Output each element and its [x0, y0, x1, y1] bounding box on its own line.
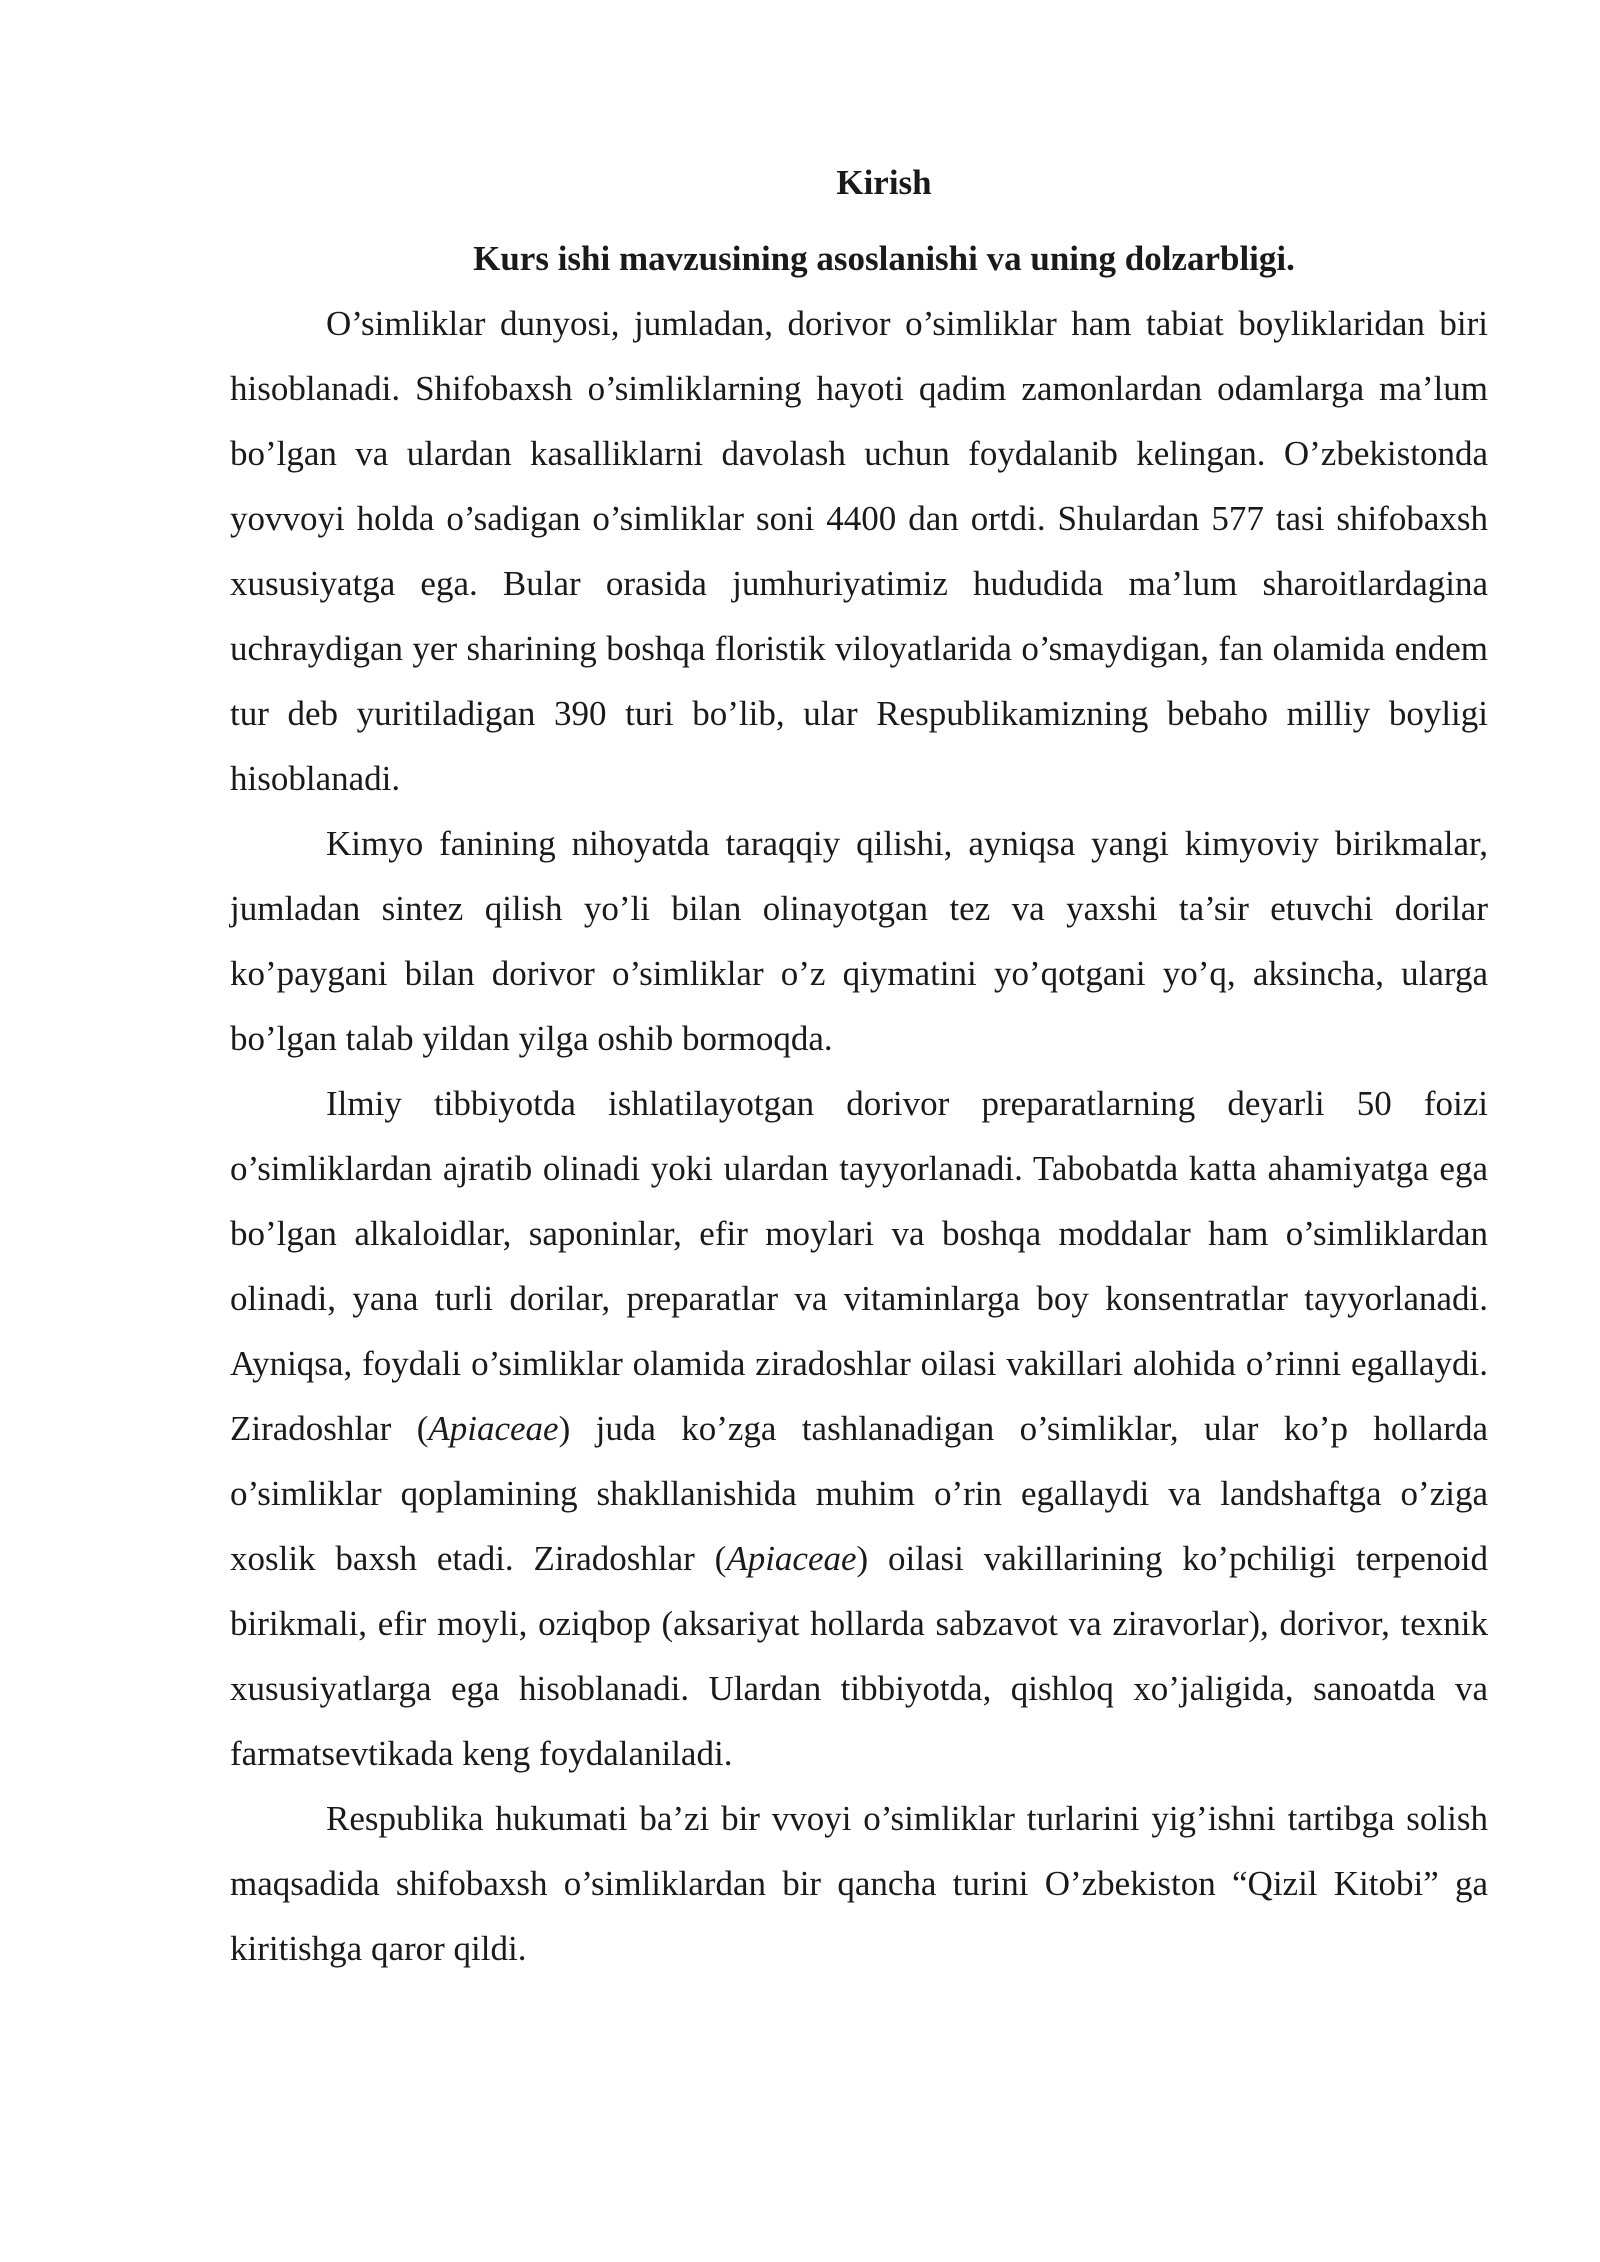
- document-title: Kirish: [836, 163, 932, 202]
- taxon-name-italic: Apiaceae: [726, 1539, 857, 1578]
- paragraph-1: O’simliklar dunyosi, jumladan, dorivor o’simliklar ham tabiat boyliklaridan biri hisoblanadi. Shifobaxsh o’simliklarning hayoti qadim zamonlardan odamlarga ma’lum bo’lgan va ulardan kasalliklarni davolash uchun foydalanib kelingan. O’zbekistonda yovvoyi holda o’sadigan o’simliklar soni 4400 dan ortdi. Shulardan 577 tasi shifobaxsh xususiyatga ega. Bular orasida jumhuriyatimiz hududida ma’lum sharoitlardagina uchraydigan yer sharining boshqa floristik viloyatlarida o’smaydigan, fan olamida endem tur deb yuritiladigan 390 turi bo’lib, ular Respublikamizning bebaho milliy boyligi hisoblanadi.: [230, 304, 1488, 798]
- document-subtitle: Kurs ishi mavzusining asoslanishi va uning dolzarbligi.: [473, 239, 1295, 278]
- paragraph-3-text-a: Ilmiy tibbiyotda ishlatilayotgan dorivor preparatlarning deyarli 50 foizi o’simliklardan ajratib olinadi yoki ulardan tayyorlanadi. Tabobatda katta ahamiyatga ega bo’lgan alkaloidlar, saponinlar, efir moylari va boshqa moddalar ham o’simliklardan olinadi, yana turli dorilar, preparatlar va vitaminlarga boy konsentratlar tayyorlanadi. Ayniqsa, foydali o’simliklar olamida ziradoshlar oilasi vakillari alohida o’rinni egallaydi. Ziradoshlar (: [230, 1084, 1488, 1448]
- paragraph-3-text-c: ) oilasi vakillarining ko’pchiligi terpenoid birikmali, efir moyli, oziqbop (aksariyat hollarda sabzavot va ziravorlar), dorivor, texnik xususiyatlarga ega hisoblanadi. Ulardan tibbiyotda, qishloq xo’jaligida, sanoatda va farmatsevtikada keng foydalaniladi.: [230, 1539, 1488, 1773]
- taxon-name-italic: Apiaceae: [428, 1409, 559, 1448]
- document-page: [230, 150, 1488, 1981]
- paragraph-3: [230, 1071, 1488, 1786]
- paragraph-4: Respublika hukumati ba’zi bir vvoyi o’simliklar turlarini yig’ishni tartibga solish maqsadida shifobaxsh o’simliklardan bir qancha turini O’zbekiston “Qizil Kitobi” ga kiritishga qaror qildi.: [230, 1799, 1488, 1968]
- paragraph-3-text-b: ) juda ko’zga tashlanadigan o’simliklar, ular ko’p hollarda o’simliklar qoplamining shakllanishida muhim o’rin egallaydi va landshaftga o’ziga xoslik baxsh etadi. Ziradoshlar (: [230, 1409, 1488, 1578]
- paragraph-2: Kimyo fanining nihoyatda taraqqiy qilishi, ayniqsa yangi kimyoviy birikmalar, jumladan sintez qilish yo’li bilan olinayotgan tez va yaxshi ta’sir etuvchi dorilar ko’paygani bilan dorivor o’simliklar o’z qiymatini yo’qotgani yo’q, aksincha, ularga bo’lgan talab yildan yilga oshib bormoqda.: [230, 824, 1488, 1058]
